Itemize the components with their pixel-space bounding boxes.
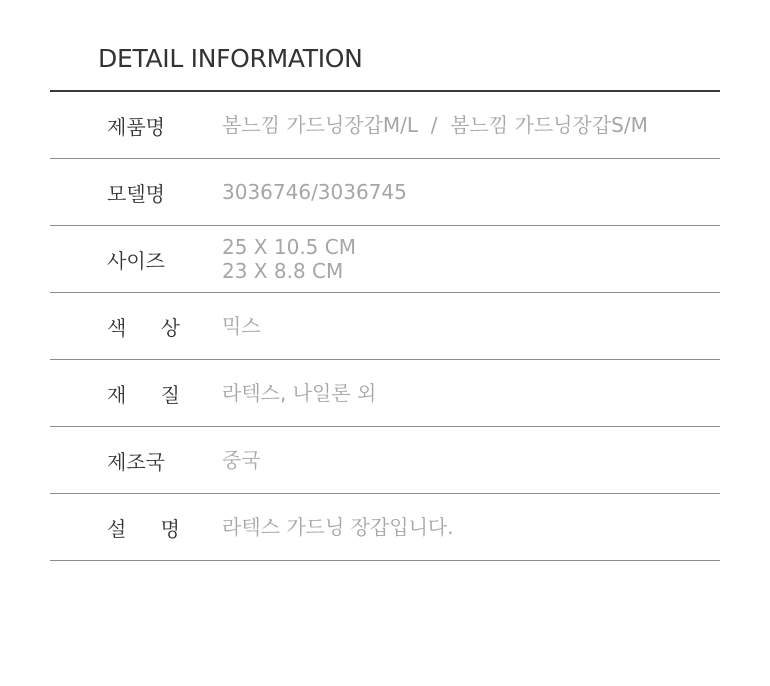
row-value <box>222 448 720 472</box>
row-value <box>222 113 720 137</box>
value-line: 라텍스, 나일론 외 <box>222 381 377 405</box>
row-value <box>222 381 720 405</box>
row-value <box>222 515 720 539</box>
value-line: 라텍스 가드닝 장갑입니다. <box>222 515 454 539</box>
row-label: 색 상 <box>107 315 194 340</box>
row-label: 제품명 <box>107 114 165 139</box>
detail-table <box>50 90 720 561</box>
row-value <box>222 235 720 283</box>
table-row-model-name <box>50 159 720 226</box>
row-label: 제조국 <box>107 449 165 474</box>
table-row-origin <box>50 427 720 494</box>
table-row-color <box>50 293 720 360</box>
value-line: 봄느낌 가드닝장갑M/L / 봄느낌 가드닝장갑S/M <box>222 113 648 137</box>
value-line: 3036746/3036745 <box>222 180 407 204</box>
row-label: 설 명 <box>107 516 194 541</box>
table-row-size <box>50 226 720 293</box>
table-row-description <box>50 494 720 561</box>
row-label: 사이즈 <box>107 248 165 273</box>
value-line: 23 X 8.8 CM <box>222 259 344 283</box>
value-line: 믹스 <box>222 314 261 338</box>
section-title: DETAIL INFORMATION <box>98 44 363 73</box>
row-value <box>222 314 720 338</box>
value-line: 25 X 10.5 CM <box>222 235 356 259</box>
table-row-product-name <box>50 92 720 159</box>
value-line: 중국 <box>222 448 261 472</box>
row-label: 재 질 <box>107 382 194 407</box>
table-row-material <box>50 360 720 427</box>
row-label: 모델명 <box>107 181 165 206</box>
row-value <box>222 180 720 204</box>
